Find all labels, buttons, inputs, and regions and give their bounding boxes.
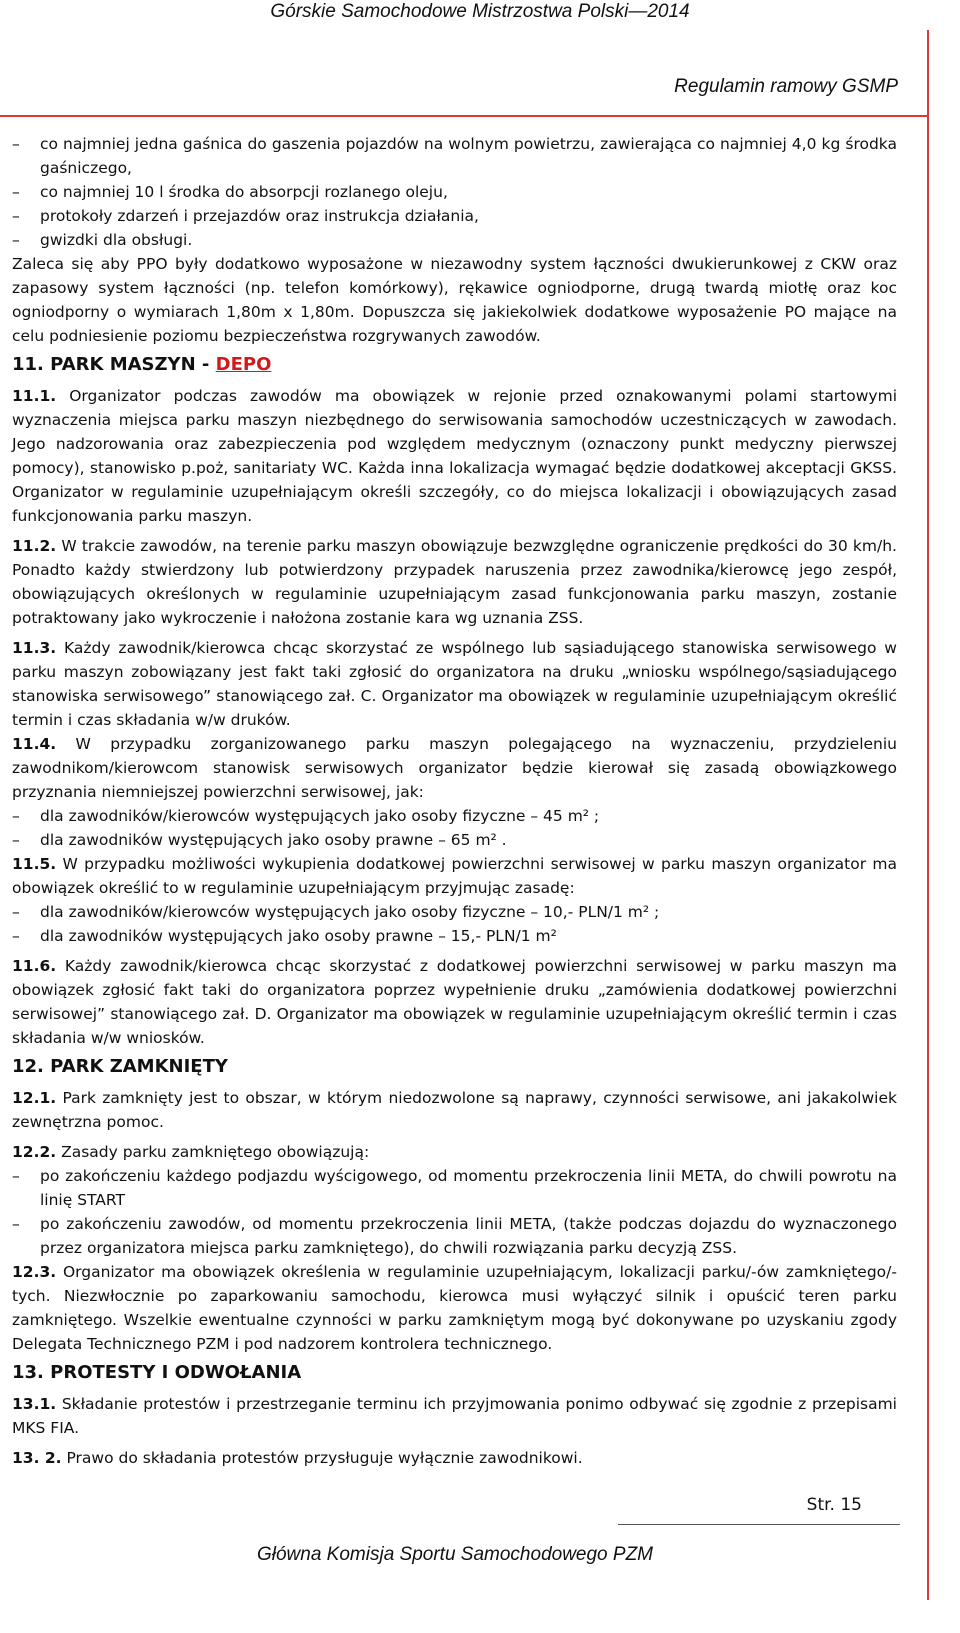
page-content: [12, 132, 897, 1470]
dash-glyph: –: [12, 231, 20, 249]
dash-glyph: –: [12, 207, 20, 225]
section-heading-12: 12. PARK ZAMKNIĘTY: [12, 1056, 228, 1077]
paragraph-ppo: Zaleca się aby PPO były dodatkowo wyposażone w niezawodny system łączności dwukierunkowej z CKW oraz zapasowy system łączności (np. telefon komórkowy), rękawice ogniodporne, drugą twardą miotłę oraz koc ogniodporny o wymiarach 1,80m x 1,80m. Dopuszcza się jakiekolwiek dodatkowe wyposażenie PO mające na celu podniesienie poziomu bezpieczeństwa rozgrywanych zawodów.: [12, 255, 897, 345]
list-item: – gwizdki dla obsługi.: [12, 228, 897, 252]
heading-depo: DEPO: [215, 354, 272, 375]
paragraph-12-1: 12.1. Park zamknięty jest to obszar, w którym niedozwolone są naprawy, czynności serwisowe, ani jakakolwiek zewnętrzna pomoc.: [12, 1089, 897, 1131]
list-item: – po zakończeniu każdego podjazdu wyścigowego, od momentu przekroczenia linii META, do chwili powrotu na linię START: [12, 1164, 897, 1212]
section-heading-13: 13. PROTESTY I ODWOŁANIA: [12, 1362, 302, 1383]
dash-glyph: –: [12, 831, 20, 849]
section-heading-11: 11. PARK MASZYN - DEPO: [12, 354, 272, 375]
list-item: – co najmniej jedna gaśnica do gaszenia pojazdów na wolnym powietrzu, zawierająca co najmniej 4,0 kg środka gaśniczego,: [12, 132, 897, 180]
dash-glyph: –: [12, 927, 20, 945]
page-number: Str. 15: [806, 1495, 862, 1515]
paragraph-12-2: 12.2. Zasady parku zamkniętego obowiązują:: [12, 1143, 370, 1161]
paragraph-13-2: 13. 2. Prawo do składania protestów przysługuje wyłącznie zawodnikowi.: [12, 1449, 583, 1467]
paragraph-11-4: 11.4. W przypadku zorganizowanego parku maszyn polegającego na wyznaczeniu, przydzieleniu zawodnikom/kierowcom stanowisk serwisowych organizator będzie kierował się zasadą obowiązkowego przyznania niemniejszej powierzchni serwisowej, jak:: [12, 735, 897, 801]
paragraph-11-6: 11.6. Każdy zawodnik/kierowca chcąc skorzystać z dodatkowej powierzchni serwisowej w parku maszyn ma obowiązek zgłosić fakt taki do organizatora poprzez wypełnienie druku „zamówienia dodatkowej powierzchni serwisowej” stanowiącego zał. D. Organizator ma obowiązek w regulaminie uzupełniającym określić termin i czas składania w/w wniosków.: [12, 957, 897, 1047]
header-subtitle: Regulamin ramowy GSMP: [674, 76, 898, 97]
list-item: – co najmniej 10 l środka do absorpcji rozlanego oleju,: [12, 180, 897, 204]
list-item: – po zakończeniu zawodów, od momentu przekroczenia linii META, (także podczas dojazdu do wyznaczonego przez organizatora miejsca parku zamkniętego), do chwili rozwiązania parku decyzją ZSS.: [12, 1212, 897, 1260]
paragraph-11-3: 11.3. Każdy zawodnik/kierowca chcąc skorzystać ze wspólnego lub sąsiadującego stanowiska serwisowego w parku maszyn zobowiązany jest fakt taki zgłosić do organizatora na druku „wniosku wspólnego/sąsiadującego stanowiska serwisowego” stanowiącego zał. C. Organizator ma obowiązek w regulaminie uzupełniającym określić termin i czas składania w/w druków.: [12, 639, 897, 729]
paragraph-12-3: 12.3. Organizator ma obowiązek określenia w regulaminie uzupełniającym, lokalizacji parku/-ów zamkniętego/-tych. Niezwłocznie po zaparkowaniu samochodu, kierowca musi wyłączyć silnik i opuścić teren parku zamkniętego. Wszelkie ewentualne czynności w parku zamkniętym mogą być dokonywane po uzyskaniu zgody Delegata Technicznego PZM i pod nadzorem kontrolera technicznego.: [12, 1263, 897, 1353]
list-item: – dla zawodników/kierowców występujących jako osoby fizyczne – 10,- PLN/1 m² ;: [12, 900, 897, 924]
margin-rule: [927, 30, 929, 1600]
dash-glyph: –: [12, 1167, 20, 1185]
list-item: – dla zawodników występujących jako osoby prawne – 65 m² .: [12, 828, 897, 852]
paragraph-11-5: 11.5. W przypadku możliwości wykupienia dodatkowej powierzchni serwisowej w parku maszyn organizator ma obowiązek określić to w regulaminie uzupełniającym przyjmując zasadę:: [12, 855, 897, 897]
dash-glyph: –: [12, 1215, 20, 1233]
footer-rule: [618, 1524, 900, 1525]
list-item: – protokoły zdarzeń i przejazdów oraz instrukcja działania,: [12, 204, 897, 228]
list-item: – dla zawodników występujących jako osoby prawne – 15,- PLN/1 m²: [12, 924, 897, 948]
header-rule: [0, 115, 928, 117]
paragraph-11-1: 11.1. Organizator podczas zawodów ma obowiązek w rejonie przed oznakowanymi polami startowymi wyznaczenia miejsca parku maszyn niezbędnego do serwisowania samochodów uczestniczących w zawodach. Jego nadzorowania oraz zabezpieczenia pod względem medycznym (oznaczony punkt medyczny pierwszej pomocy), stanowisko p.poż, sanitariaty WC. Każda inna lokalizacja wymagać będzie dodatkowej akceptacji GKSS. Organizator w regulaminie uzupełniającym określi szczegóły, co do miejsca lokalizacji i obowiązujących zasad funkcjonowania parku maszyn.: [12, 387, 897, 525]
paragraph-11-2: 11.2. W trakcie zawodów, na terenie parku maszyn obowiązuje bezwzględne ograniczenie prędkości do 30 km/h. Ponadto każdy stwierdzony lub potwierdzony przypadek naruszenia przez zawodnika/kierowcę jego zespół, obowiązujących określonych w regulaminie uzupełniającym zasad funkcjonowania parku maszyn, zostanie potraktowany jako wykroczenie i nałożona zostanie kara wg uznania ZSS.: [12, 537, 897, 627]
dash-glyph: –: [12, 903, 20, 921]
footer-title: Główna Komisja Sportu Samochodowego PZM: [256, 1544, 654, 1565]
paragraph-13-1: 13.1. Składanie protestów i przestrzeganie terminu ich przyjmowania ponimo odbywać się zgodnie z przepisami MKS FIA.: [12, 1395, 897, 1437]
dash-glyph: –: [12, 807, 20, 825]
list-item: – dla zawodników/kierowców występujących jako osoby fizyczne – 45 m² ;: [12, 804, 897, 828]
header-title: Górskie Samochodowe Mistrzostwa Polski—2014: [270, 1, 690, 22]
dash-glyph: –: [12, 183, 20, 201]
dash-glyph: –: [12, 135, 20, 153]
